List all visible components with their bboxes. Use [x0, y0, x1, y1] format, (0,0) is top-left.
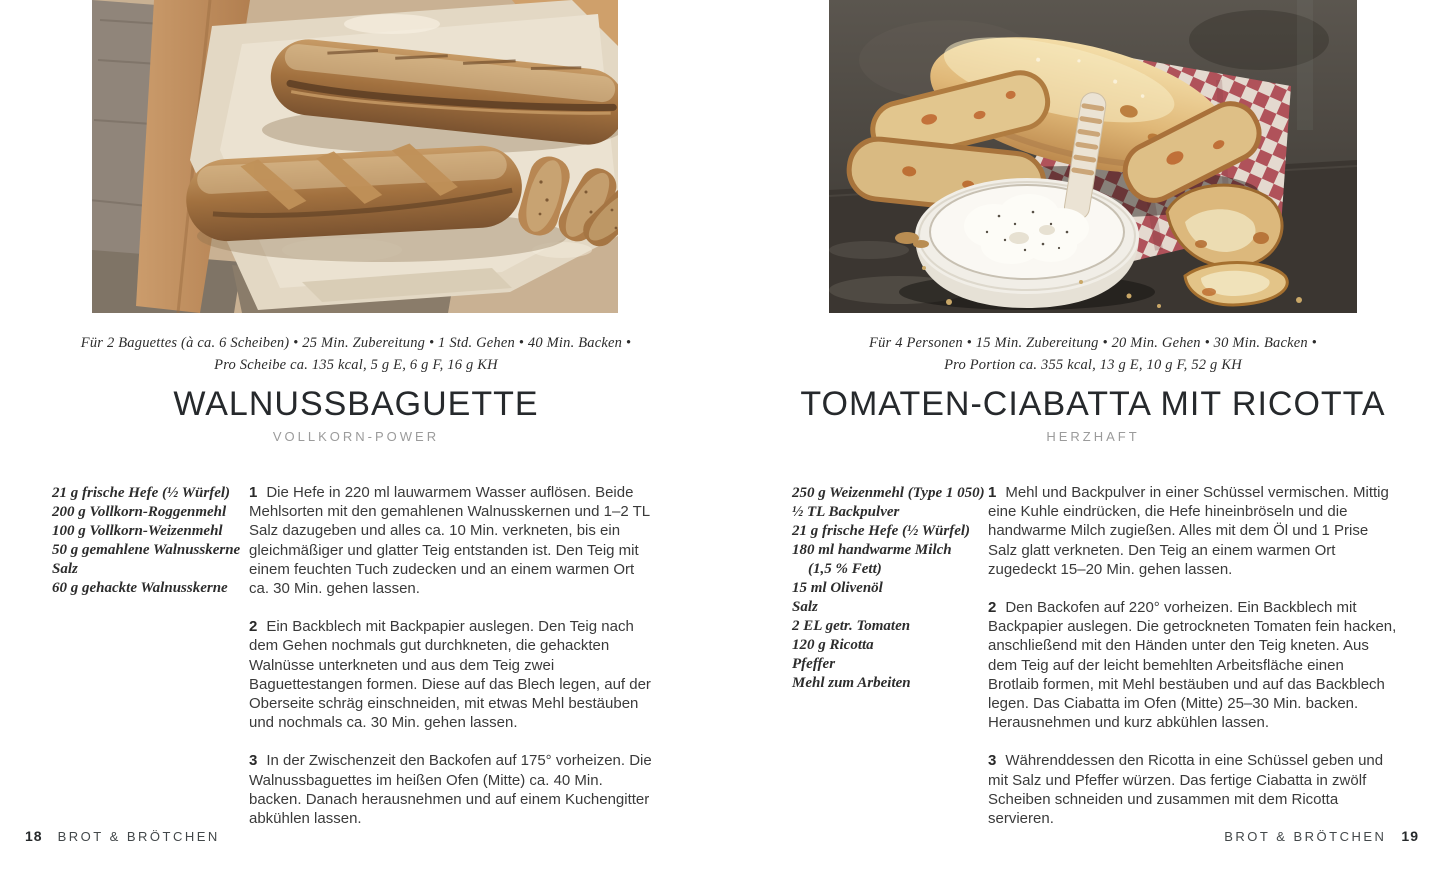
step-number: 1 — [249, 484, 258, 501]
step-text: In der Zwischenzeit den Backofen auf 175° vorheizen. Die Walnussbaguettes im heißen Ofen (Mitte) ca. 40 Min. backen. Danach herausnehmen und auf einem Kuchengitter abkühlen lassen. — [249, 752, 652, 828]
step-text: Währenddessen den Ricotta in eine Schüssel geben und mit Salz und Pfeffer würzen. Das fertige Ciabatta in zwölf Scheiben schneiden und zusammen mit dem Ricotta servieren. — [988, 752, 1384, 828]
instruction-step — [249, 751, 658, 828]
ingredient: (1,5 % Fett) — [808, 561, 882, 577]
recipe-meta-line1: Für 2 Baguettes (à ca. 6 Scheiben) • 25 Min. Zubereitung • 1 Std. Gehen • 40 Min. Backen • — [80, 335, 632, 351]
instruction-step — [988, 598, 1397, 732]
ingredient: Pfeffer — [792, 656, 836, 672]
recipe-header-left — [26, 332, 686, 444]
recipe-subtitle: VOLLKORN-POWER — [272, 429, 440, 444]
step-number: 3 — [988, 752, 997, 770]
chapter-label: BROT & BRÖTCHEN — [57, 829, 220, 844]
ingredient: ½ TL Backpulver — [792, 504, 900, 520]
recipe-meta-line2: Pro Scheibe ca. 135 kcal, 5 g E, 6 g F, 16 g KH — [214, 357, 498, 373]
step-text: Ein Backblech mit Backpapier auslegen. Den Teig nach dem Gehen nochmals gut durchkneten, die gehackten Walnüsse unterkneten und aus dem Teig zwei Baguettestangen formen. Diese auf das Blech legen, auf der Oberseite schräg einschneiden, mit etwas Mehl bestäuben und nochmals ca. 30 Min. gehen lassen. — [249, 618, 651, 732]
recipe-meta-line2: Pro Portion ca. 355 kcal, 13 g E, 10 g F, 52 g KH — [944, 357, 1242, 373]
page-footer-right — [1224, 828, 1419, 844]
step-text: Die Hefe in 220 ml lauwarmem Wasser auflösen. Beide Mehlsorten mit den gemahlenen Walnusskernen und 1–2 TL Salz dazugeben und alles ca. 10 Min. verkneten, bis ein gleichmäßiger und glatter Teig entstanden ist. Den Teig mit einem feuchten Tuch zudecken und an einem warmen Ort ca. 30 Min. gehen lassen. — [249, 484, 650, 598]
page-footer-left — [25, 828, 220, 844]
recipe-title: TOMATEN-CIABATTA MIT RICOTTA — [800, 385, 1386, 423]
ingredient: 60 g gehackte Walnusskerne — [52, 580, 228, 596]
recipe-subtitle: HERZHAFT — [1046, 429, 1140, 444]
ingredient: 2 EL getr. Tomaten — [792, 618, 911, 634]
recipe-meta-line1: Für 4 Personen • 15 Min. Zubereitung • 20 Min. Gehen • 30 Min. Backen • — [869, 335, 1317, 351]
step-text: Den Backofen auf 220° vorheizen. Ein Backblech mit Backpapier auslegen. Die getrockneten Tomaten fein hacken, anschließend mit den Händen unter den Teig kneten. Aus dem Teig auf der leicht bemehlten Arbeitsfläche einen Brotlaib formen, mit Mehl bestäuben und auf das Backblech legen. Das Ciabatta im Ofen (Mitte) 25–30 Min. backen. Herausnehmen und kurz abkühlen lassen. — [988, 599, 1397, 732]
ingredient-list-right — [792, 484, 997, 693]
ingredient: 50 g gemahlene Walnusskerne — [52, 542, 241, 558]
step-text: Mehl und Backpulver in einer Schüssel vermischen. Mittig eine Kuhle eindrücken, die Hefe hineinbröseln und die handwarme Milch zugießen. Alles mit dem Öl und 1 Prise Salz glatt verkneten. Den Teig an einem warmen Ort zugedeckt 15–20 Min. gehen lassen. — [988, 484, 1389, 578]
ingredient: 250 g Weizenmehl (Type 1 050) — [792, 485, 985, 501]
ingredient: 21 g frische Hefe (½ Würfel) — [792, 523, 971, 539]
ingredient: Mehl zum Arbeiten — [792, 675, 911, 691]
step-number: 2 — [988, 599, 997, 617]
instruction-steps-right — [988, 483, 1397, 847]
instruction-step — [988, 751, 1397, 828]
instruction-steps-left — [249, 483, 658, 847]
ingredient-list-left — [52, 484, 257, 598]
ingredient: Salz — [792, 599, 818, 615]
recipe-header-right — [763, 332, 1423, 444]
recipe-title: WALNUSSBAGUETTE — [173, 385, 539, 423]
step-number: 1 — [988, 484, 997, 501]
step-number: 3 — [249, 752, 258, 770]
instruction-step — [249, 617, 658, 732]
tomato-ciabatta-photo — [829, 0, 1357, 313]
chapter-label: BROT & BRÖTCHEN — [1224, 829, 1387, 844]
walnut-baguette-photo — [92, 0, 618, 313]
ingredient: Salz — [52, 561, 78, 577]
ingredient: 120 g Ricotta — [792, 637, 874, 653]
ingredient: 21 g frische Hefe (½ Würfel) — [52, 485, 231, 501]
step-number: 2 — [249, 618, 258, 636]
page-number: 18 — [25, 828, 43, 844]
ciabatta-illustration — [829, 0, 1357, 313]
baguette-illustration — [92, 0, 618, 313]
ingredient: 15 ml Olivenöl — [792, 580, 883, 596]
instruction-step — [988, 483, 1397, 579]
ingredient: 200 g Vollkorn-Roggenmehl — [52, 504, 227, 520]
ingredient: 100 g Vollkorn-Weizenmehl — [52, 523, 223, 539]
page-number: 19 — [1401, 828, 1419, 844]
ingredient: 180 ml handwarme Milch — [792, 542, 952, 558]
instruction-step — [249, 483, 658, 598]
